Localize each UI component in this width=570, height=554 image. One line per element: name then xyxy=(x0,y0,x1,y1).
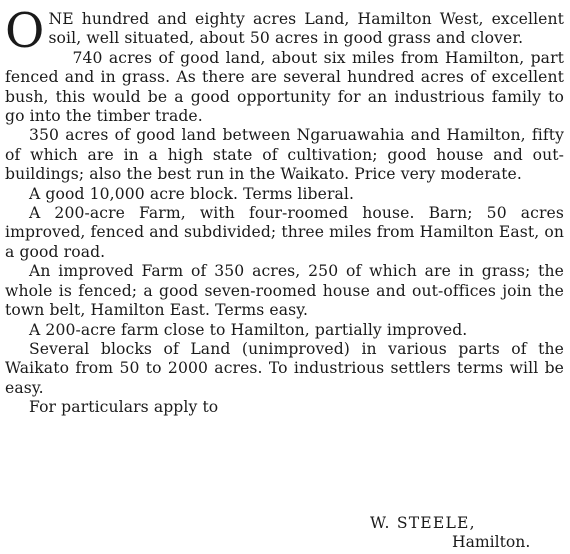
paragraph-1 xyxy=(5,3,564,59)
paragraph-6: An improved Farm of 350 acres, 250 of which are in grass; the whole is fenced; a good seven-roomed house and out-offices join the town belt, Hamilton East. Terms easy. xyxy=(5,262,564,320)
paragraph-5: A 200-acre Farm, with four-roomed house. Barn; 50 acres improved, fenced and subdivided; three miles from Hamilton East, on a good road. xyxy=(5,204,564,261)
paragraph-9: For particulars apply to xyxy=(29,398,219,417)
paragraph-7: A 200-acre farm close to Hamilton, partially improved. xyxy=(29,320,468,339)
drop-cap: O xyxy=(5,3,45,59)
signature-place: Hamilton. xyxy=(452,533,531,552)
paragraph-3: 350 acres of good land between Ngaruawahia and Hamilton, fifty of which are in a high state of cultivation; good house and out-buildings; also the best run in the Waikato. Price very moderate. xyxy=(5,126,564,184)
paragraph-8: Several blocks of Land (unimproved) in various parts of the Waikato from 50 to 2000 acres. To industrious settlers terms will be easy. xyxy=(5,339,564,397)
paragraph-4: A good 10,000 acre block. Terms liberal. xyxy=(29,184,355,203)
paragraph-2: 740 acres of good land, about six miles from Hamilton, part fenced and in grass. As there are several hundred acres of excellent bush, this would be a good opportunity for an industrious family to go into the timber trade. xyxy=(5,48,564,126)
paragraph-1-text: NE hundred and eighty acres Land, Hamilton West, excellent soil, well situated, about 50 acres in good grass and clover. xyxy=(48,10,564,48)
signature-name: W. STEELE, xyxy=(370,514,476,532)
advertisement-body xyxy=(5,3,564,418)
signature-block xyxy=(370,514,530,553)
